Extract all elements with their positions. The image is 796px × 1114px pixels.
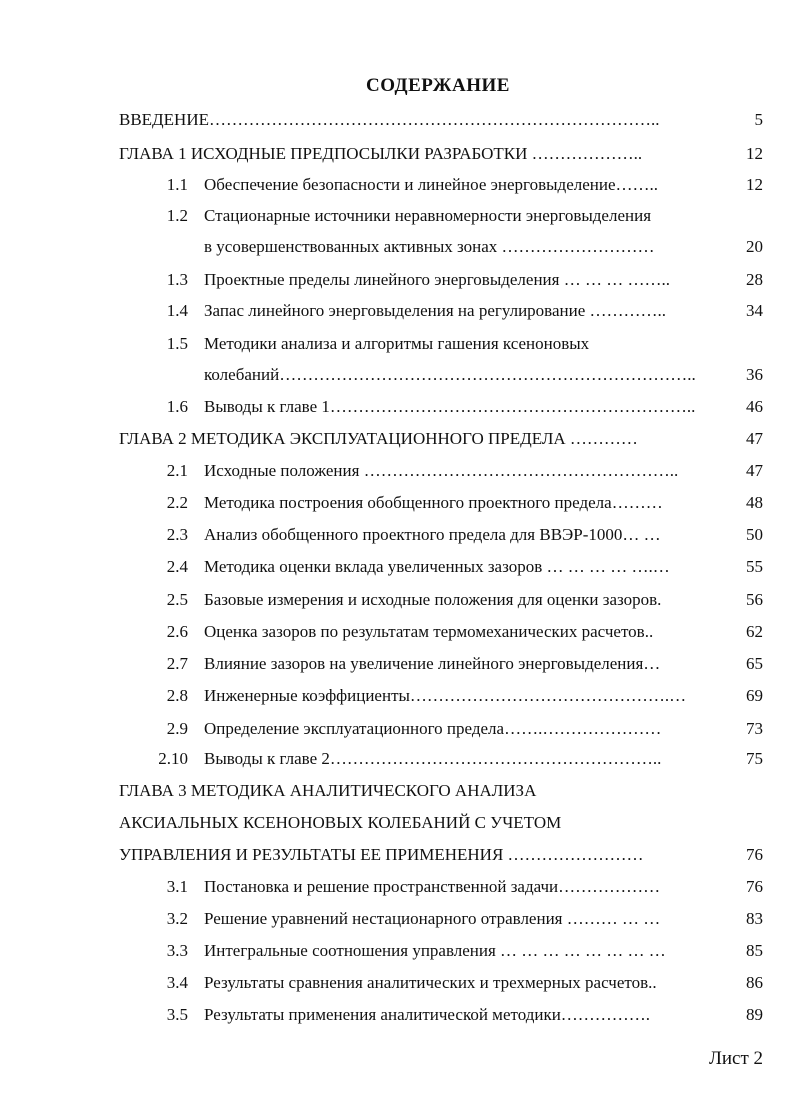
toc-page-number: 65 [746,654,763,673]
toc-entry-title: ГЛАВА 2 МЕТОДИКА ЭКСПЛУАТАЦИОННОГО ПРЕДЕЛА ………… [119,429,638,448]
toc-section-number: 2.2 [166,493,188,512]
toc-section-number: 3.1 [166,877,188,896]
toc-section-number: 3.3 [166,941,188,960]
toc-entry-title: Запас линейного энерговыделения на регулирование ………….. [204,301,667,320]
toc-section-number: 3.2 [166,909,188,928]
sheet-number: Лист 2 [708,1048,763,1069]
toc-page-number: 76 [746,845,763,864]
toc-entry-title: Исходные положения ……………………………………………….. [204,461,679,480]
toc-section-number: 2.5 [166,590,188,609]
toc-entry-title: УПРАВЛЕНИЯ И РЕЗУЛЬТАТЫ ЕЕ ПРИМЕНЕНИЯ …………………… [119,845,644,864]
toc-entry-title: Анализ обобщенного проектного предела для ВВЭР-1000… … [204,525,661,544]
toc-page-number: 46 [746,397,763,416]
toc-page-number: 69 [746,686,763,705]
toc-page-number: 20 [746,237,763,256]
toc-entry-title: Оценка зазоров по результатам термомеханических расчетов.. [204,622,654,641]
toc-entry-title: Интегральные соотношения управления … … … … … … … … [204,941,666,960]
toc-page-number: 56 [746,590,763,609]
toc-page-number: 76 [746,877,763,896]
toc-section-number: 2.6 [166,622,188,641]
toc-section-number: 2.8 [166,686,188,705]
page-title: СОДЕРЖАНИЕ [366,75,510,96]
toc-page-number: 48 [746,493,763,512]
toc-entry-title: Влияние зазоров на увеличение линейного энерговыделения… [204,654,661,673]
toc-page-number: 12 [746,175,763,194]
toc-section-number: 2.10 [158,749,188,768]
toc-page-number: 36 [746,365,763,384]
toc-section-number: 1.2 [166,206,188,225]
toc-entry-title: Постановка и решение пространственной задачи……………… [204,877,661,896]
toc-entry-title: ГЛАВА 3 МЕТОДИКА АНАЛИТИЧЕСКОГО АНАЛИЗА [119,781,537,800]
toc-page-number: 73 [746,719,763,738]
toc-page-number: 34 [746,301,763,320]
toc-page-number: 89 [746,1005,763,1024]
toc-entry-title: Проектные пределы линейного энерговыделения … … … …….. [204,270,670,289]
toc-section-number: 2.1 [166,461,188,480]
toc-section-number: 2.9 [166,719,188,738]
toc-section-number: 3.5 [166,1005,188,1024]
toc-entry-title: Стационарные источники неравномерности энерговыделения [204,206,652,225]
toc-entry-title: Методика оценки вклада увеличенных зазоров … … … … ….… [204,557,670,576]
toc-entry-title: АКСИАЛЬНЫХ КСЕНОНОВЫХ КОЛЕБАНИЙ С УЧЕТОМ [119,813,562,832]
toc-section-number: 1.1 [166,175,188,194]
toc-entry-title: Базовые измерения и исходные положения для оценки зазоров. [204,590,662,609]
toc-page-number: 47 [746,429,763,448]
toc-page-number: 83 [746,909,763,928]
toc-entry-title: Инженерные коэффициенты……………………………………….… [204,686,687,705]
toc-page-number: 55 [746,557,763,576]
toc-entry-title: Обеспечение безопасности и линейное энерговыделение…….. [204,175,659,194]
toc-entry-title: Методика построения обобщенного проектного предела……… [204,493,663,512]
toc-entry-title: в усовершенствованных активных зонах ……………………… [204,237,655,256]
toc-page-number: 75 [746,749,763,768]
toc-page-number: 62 [746,622,763,641]
toc-entry-title: ВВЕДЕНИЕ…………………………………………………………………….. [119,110,660,129]
toc-page-number: 47 [746,461,763,480]
toc-entry-title: Результаты применения аналитической методики……………. [204,1005,651,1024]
toc-entry-title: Методики анализа и алгоритмы гашения ксеноновых [204,334,590,353]
toc-section-number: 1.3 [166,270,188,289]
toc-page-number: 50 [746,525,763,544]
toc-entry-title: Результаты сравнения аналитических и трехмерных расчетов.. [204,973,657,992]
toc-section-number: 2.4 [166,557,188,576]
toc-page-number: 12 [746,144,763,163]
toc-page-number: 5 [754,110,763,129]
toc-page-number: 86 [746,973,763,992]
toc-entry-title: Выводы к главе 2………………………………………………….. [204,749,662,768]
toc-entry-title: Определение эксплуатационного предела…….………………… [204,719,662,738]
toc-section-number: 1.4 [166,301,188,320]
toc-section-number: 2.3 [166,525,188,544]
toc-entry-title: Решение уравнений нестационарного отравления ……… … … [204,909,661,928]
toc-page-number: 28 [746,270,763,289]
toc-page-number: 85 [746,941,763,960]
toc-section-number: 2.7 [166,654,188,673]
toc-section-number: 1.5 [166,334,188,353]
toc-section-number: 1.6 [166,397,188,416]
toc-entry-title: Выводы к главе 1……………………………………………………….. [204,397,696,416]
toc-entry-title: ГЛАВА 1 ИСХОДНЫЕ ПРЕДПОСЫЛКИ РАЗРАБОТКИ ……………….. [119,144,643,163]
toc-section-number: 3.4 [166,973,188,992]
toc-entry-title: колебаний……………………………………………………………….. [204,365,696,384]
